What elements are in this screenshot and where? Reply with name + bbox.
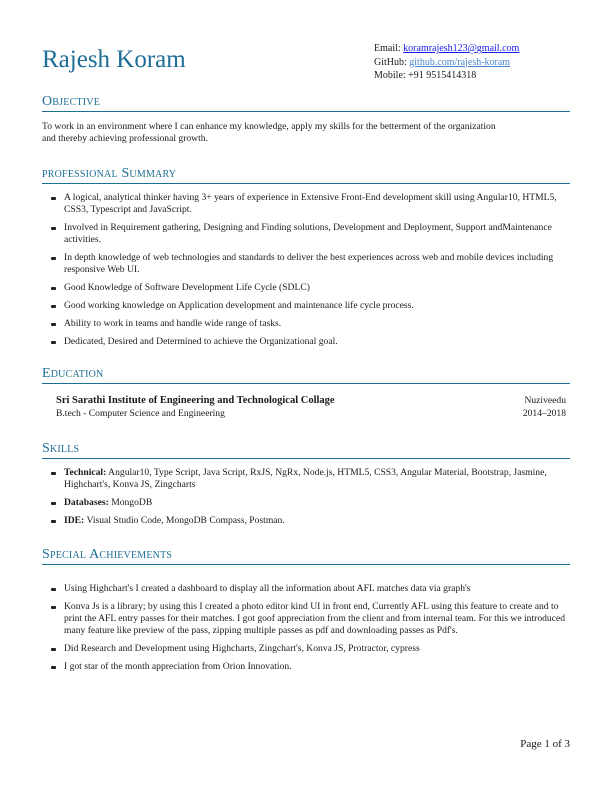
list-item: [42, 583, 570, 595]
email-link[interactable]: koramrajesh123@gmail.com: [403, 43, 520, 54]
list-item: [42, 318, 570, 330]
mobile-number: +91 9515414318: [408, 70, 477, 81]
years: 2014–2018: [522, 408, 566, 419]
degree: B.tech - Computer Science and Engineering: [56, 408, 225, 419]
bullet-icon: [51, 520, 56, 523]
objective-text: To work in an environment where I can enhance my knowledge, apply my skills for the betterment of the organization and thereby achieving professional growth.: [42, 121, 496, 144]
skill-label: Databases:: [64, 497, 109, 508]
github-label: GitHub:: [374, 56, 407, 68]
section-heading-achievements: Special Achievements: [42, 547, 570, 565]
skills-list: [42, 467, 570, 527]
page-number: Page 1 of 3: [520, 738, 570, 750]
item-text: A logical, analytical thinker having 3+ years of experience in Extensive Front-End development skill using Angular10, HTML5, CSS3, Typescript and JavaScript.: [64, 192, 557, 215]
item-text: Ability to work in teams and handle wide range of tasks.: [64, 318, 282, 329]
item-text: Did Research and Development using Highcharts, Zingchart's, Konva JS, Protractor, cypress: [64, 643, 420, 654]
school-location: Nuziveedu: [524, 395, 566, 406]
achievements-list: [42, 583, 570, 673]
bullet-icon: [51, 588, 56, 591]
bullet-icon: [51, 472, 56, 475]
skills-section: [42, 441, 570, 533]
list-item: [42, 467, 570, 491]
skill-label: Technical:: [64, 467, 107, 478]
mobile-label: Mobile:: [374, 70, 406, 81]
item-text: Dedicated, Desired and Determined to achieve the Organizational goal.: [64, 336, 338, 347]
bullet-icon: [51, 197, 56, 200]
item-text: Using Highchart's I created a dashboard to display all the information about AFL matches data via graph's: [64, 583, 471, 594]
bullet-icon: [51, 666, 56, 669]
item-text: Good Knowledge of Software Development Life Cycle (SDLC): [64, 282, 310, 293]
education-entry: [42, 394, 570, 420]
section-heading-skills: Skills: [42, 441, 570, 459]
skill-value: Angular10, Type Script, Java Script, RxJS, NgRx, Node.js, HTML5, CSS3, Angular Material, Bootstrap, Jasmine, Highchart's, Konva JS, Zingcharts: [64, 467, 547, 490]
list-item: [42, 300, 570, 312]
list-item: [42, 497, 570, 509]
achievements-section: [42, 547, 570, 679]
list-item: [42, 222, 570, 246]
item-text: Involved in Requirement gathering, Designing and Finding solutions, Development and Deployment, Support andMaintenance activities.: [64, 222, 552, 245]
education-section: [42, 366, 570, 420]
list-item: [42, 252, 570, 276]
list-item: [42, 601, 570, 637]
section-heading-summary: professional Summary: [42, 166, 570, 184]
email-label: Email:: [374, 43, 401, 54]
item-text: Konva Js is a library; by using this I created a photo editor kind UI in front end, Currently AFL using this feature to create and to print the AFL entry passes for their matches. I got goof appreciation from the client and from internal team. For this we introduced many feature like preview of the pass, zipping multiple passes as pdf and downloading passes as Pdf's.: [64, 601, 566, 636]
contact-block: [374, 42, 519, 83]
item-text: Good working knowledge on Application development and maintenance life cycle process.: [64, 300, 414, 311]
bullet-icon: [51, 648, 56, 651]
bullet-icon: [51, 227, 56, 230]
github-link[interactable]: github.com/rajesh-koram: [409, 56, 511, 68]
item-text: I got star of the month appreciation from Orion Innovation.: [64, 661, 292, 672]
list-item: [42, 192, 570, 216]
bullet-icon: [51, 341, 56, 344]
list-item: [42, 336, 570, 348]
list-item: [42, 515, 570, 527]
bullet-icon: [51, 287, 56, 290]
list-item: [42, 282, 570, 294]
bullet-icon: [51, 305, 56, 308]
bullet-icon: [51, 323, 56, 326]
objective-section: [42, 94, 570, 145]
candidate-name: Rajesh Koram: [42, 46, 186, 73]
section-heading-education: Education: [42, 366, 570, 384]
list-item: [42, 643, 570, 655]
skill-value: MongoDB: [111, 497, 153, 508]
item-text: In depth knowledge of web technologies and standards to deliver the best experiences across web and mobile devices including responsive Web UI.: [64, 252, 554, 275]
bullet-icon: [51, 502, 56, 505]
skill-value: Visual Studio Code, MongoDB Compass, Postman.: [86, 515, 285, 526]
summary-section: [42, 166, 570, 354]
summary-list: [42, 192, 570, 348]
list-item: [42, 661, 570, 673]
section-heading-objective: Objective: [42, 94, 570, 112]
skill-label: IDE:: [64, 515, 85, 526]
bullet-icon: [51, 606, 56, 609]
school-name: Sri Sarathi Institute of Engineering and Technological Collage: [56, 395, 335, 406]
bullet-icon: [51, 257, 56, 260]
